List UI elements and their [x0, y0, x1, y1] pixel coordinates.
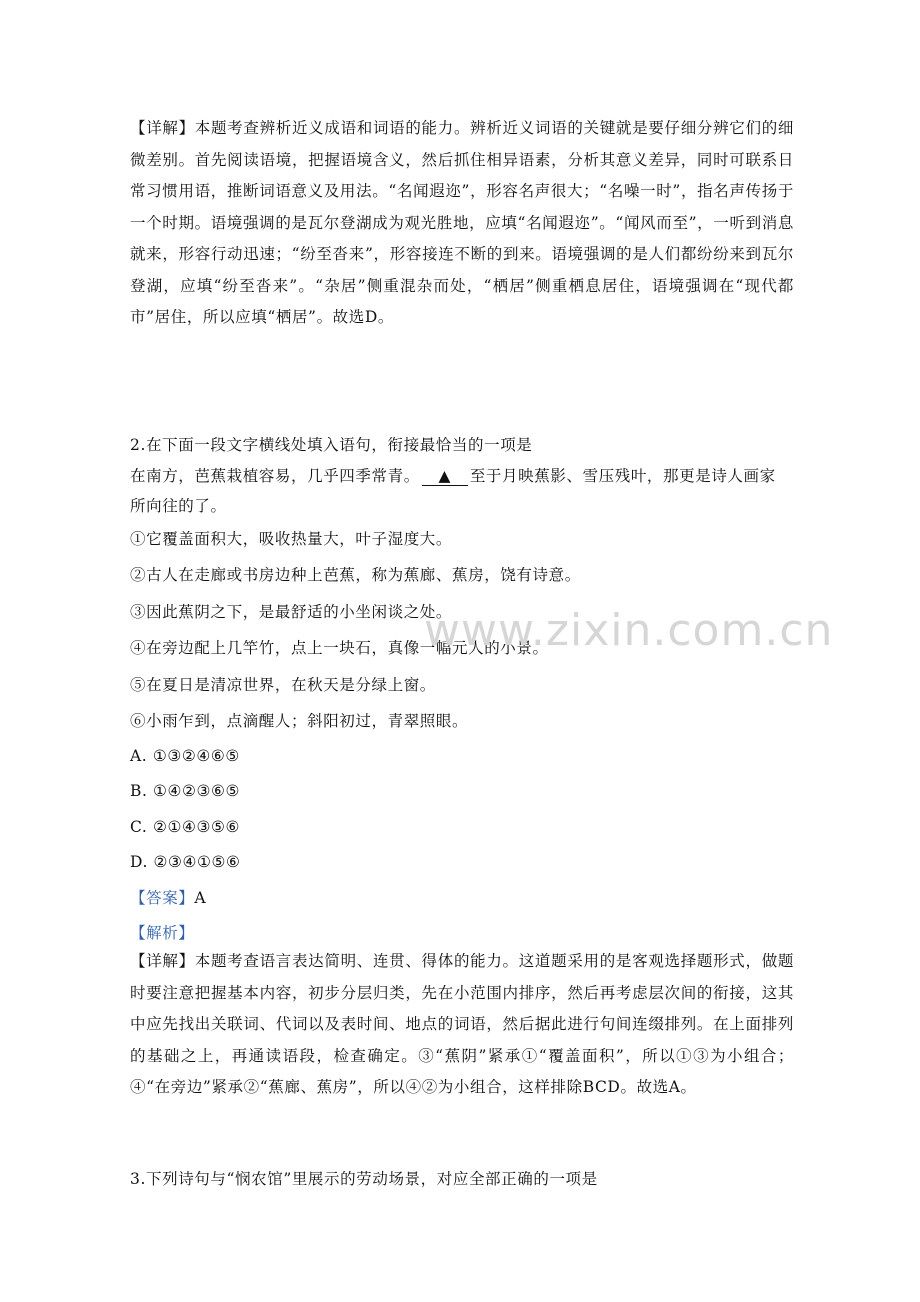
- q2-passage-line1: [130, 461, 794, 492]
- q2-sentence-4: ④在旁边配上几竿竹，点上一块石，真像一幅元人的小景。: [130, 639, 549, 657]
- q2-option-c: C. ②①④③⑤⑥: [130, 817, 240, 836]
- q2-sentence-1: ①它覆盖面积大，吸收热量大，叶子湿度大。: [130, 529, 453, 548]
- q2-option-d: D. ②③④①⑤⑥: [130, 853, 241, 871]
- q2-sentence-2: ②古人在走廊或书房边种上芭蕉，称为蕉廊、蕉房，饶有诗意。: [130, 566, 581, 584]
- answer-label: 【答案】: [130, 888, 195, 907]
- q2-option-b: B. ①④②③⑥⑤: [130, 782, 241, 800]
- q2-passage-before: 在南方，芭蕉栽植容易，几乎四季常青。: [130, 466, 420, 485]
- answer-value: A: [194, 888, 207, 907]
- q2-blank: ▲: [422, 467, 468, 486]
- q3-stem: 3.下列诗句与“悯农馆”里展示的劳动场景，对应全部正确的一项是: [130, 1170, 598, 1188]
- q2-section: [130, 430, 794, 952]
- q2-stem: 2.在下面一段文字横线处填入语句，衔接最恰当的一项是: [130, 436, 533, 454]
- watermark: www.zixin.com.cn: [424, 605, 834, 656]
- q2-detail-paragraph: 【详解】本题考查语言表达简明、连贯、得体的能力。这道题采用的是客观选择题形式，做题时要注意把握基本内容，初步分层归类，先在小范围内排序，然后再考虑层次间的衔接，这其中应先找出关联词、代词以及表时间、地点的词语，然后据此进行句间连缀排列。在上面排列的基础之上，再通读语段，检查确定。③“蕉阴”紧承①“覆盖面积”，所以①③为小组合；④“在旁边”紧承②“蕉廊、蕉房”，所以④②为小组合，这样排除BCD。故选A。: [130, 952, 794, 1096]
- q2-option-a: A. ①③②④⑥⑤: [130, 746, 240, 765]
- q2-sentence-3: ③因此蕉阴之下，是最舒适的小坐闲谈之处。: [130, 602, 453, 621]
- analysis-label: 【解析】: [130, 924, 195, 942]
- q2-passage-line2: 所向往的了。: [130, 497, 227, 515]
- q2-sentence-5: ⑤在夏日是清凉世界，在秋天是分绿上窗。: [130, 675, 436, 694]
- q1-detail-paragraph: 【详解】本题考查辨析近义成语和词语的能力。辨析近义词语的关键就是要仔细分辨它们的细微差别。首先阅读语境，把握语境含义，然后抓住相异语素，分析其意义差异，同时可联系日常习惯用语，推断词语意义及用法。“名闻遐迩”，形容名声很大；“名噪一时”，指名声传扬于一个时期。语境强调的是瓦尔登湖成为观光胜地，应填“名闻遐迩”。“闻风而至”，一听到消息就来，形容行动迅速；“纷至沓来”，形容接连不断的到来。语境强调的是人们都纷纷来到瓦尔登湖，应填“纷至沓来”。“杂居”侧重混杂而处，“栖居”侧重栖息居住，语境强调在“现代都市”居住，所以应填“栖居”。故选D。: [130, 119, 794, 326]
- q2-sentence-6: ⑥小雨乍到，点滴醒人；斜阳初过，青翠照眼。: [130, 712, 469, 730]
- q2-passage-after: 至于月映蕉影、雪压残叶，那更是诗人画家: [469, 466, 776, 485]
- q2-answer-line: [130, 881, 794, 917]
